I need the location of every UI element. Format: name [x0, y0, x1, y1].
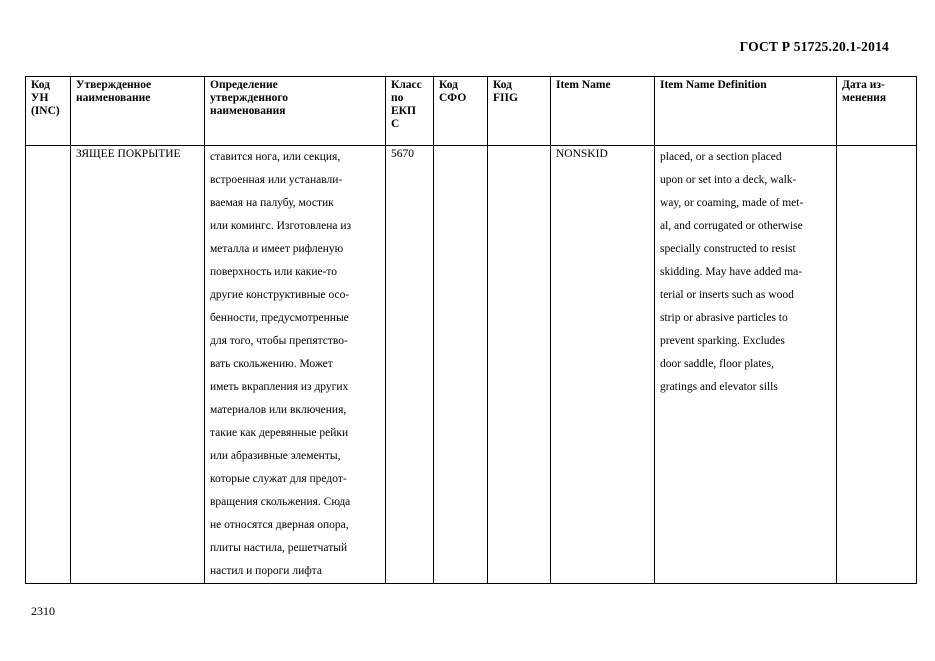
- column-header-item-name: Item Name: [551, 77, 655, 146]
- text-line: такие как деревянные рейки: [210, 427, 349, 439]
- text-line: ваемая на палубу, мостик: [210, 197, 334, 209]
- text-line: ставится нога, или секция,: [210, 151, 341, 163]
- text-line: terial or inserts such as wood: [660, 289, 794, 301]
- cell-change-date: [837, 146, 917, 584]
- text-line: вращения скольжения. Сюда: [210, 496, 351, 508]
- text-line: skidding. May have added ma-: [660, 266, 803, 278]
- column-header-change-date: Дата из- менения: [837, 77, 917, 146]
- cell-sfo-code: [434, 146, 488, 584]
- column-header-definition: Определение утвержденного наименования: [205, 77, 386, 146]
- text-line: которые служат для предот-: [210, 473, 347, 485]
- text-line: вать скольжению. Может: [210, 358, 333, 370]
- text-line: металла и имеет рифленую: [210, 243, 344, 255]
- cell-item-name: NONSKID: [551, 146, 655, 584]
- text-line: другие конструктивные осо-: [210, 289, 350, 301]
- text-line: prevent sparking. Excludes: [660, 335, 785, 347]
- text-line: или абразивные элементы,: [210, 450, 341, 462]
- column-header-inc-code: Код УН (INC): [26, 77, 71, 146]
- document-standard-code: ГОСТ Р 51725.20.1-2014: [739, 39, 889, 54]
- text-line: для того, чтобы препятство-: [210, 335, 348, 347]
- column-header-fiig-code: Код FIIG: [488, 77, 551, 146]
- table-header-row: [26, 77, 917, 146]
- text-line: бенности, предусмотренные: [210, 312, 349, 324]
- text-line: placed, or a section placed: [660, 151, 782, 163]
- cell-ekps-class: 5670: [386, 146, 434, 584]
- text-line: way, or coaming, made of met-: [660, 197, 804, 209]
- text-line: или комингс. Изготовлена из: [210, 220, 352, 232]
- cell-fiig-code: [488, 146, 551, 584]
- text-line: upon or set into a deck, walk-: [660, 174, 797, 186]
- cell-inc-code: [26, 146, 71, 584]
- text-line: door saddle, floor plates,: [660, 358, 775, 370]
- text-line: не относятся дверная опора,: [210, 519, 349, 531]
- text-line: gratings and elevator sills: [660, 381, 778, 393]
- column-header-sfo-code: Код СФО: [434, 77, 488, 146]
- catalog-table: [25, 76, 917, 584]
- table-row: [26, 146, 917, 584]
- column-header-approved-name: Утвержденное наименование: [71, 77, 205, 146]
- page-number: 2310: [31, 604, 55, 618]
- text-line: материалов или включения,: [210, 404, 347, 416]
- text-line: al, and corrugated or otherwise: [660, 220, 803, 232]
- text-line: specially constructed to resist: [660, 243, 796, 255]
- text-line: настил и пороги лифта: [210, 565, 322, 577]
- text-line: strip or abrasive particles to: [660, 312, 788, 324]
- text-line: иметь вкрапления из других: [210, 381, 349, 393]
- text-line: встроенная или устанавли-: [210, 174, 343, 186]
- cell-approved-name: ЗЯЩЕЕ ПОКРЫТИЕ: [71, 146, 205, 584]
- text-line: плиты настила, решетчатый: [210, 542, 348, 554]
- column-header-item-name-definition: Item Name Definition: [655, 77, 837, 146]
- cell-item-name-definition: [655, 146, 837, 584]
- text-line: поверхность или какие-то: [210, 266, 338, 278]
- column-header-ekps-class: Класс по ЕКП С: [386, 77, 434, 146]
- cell-definition: [205, 146, 386, 584]
